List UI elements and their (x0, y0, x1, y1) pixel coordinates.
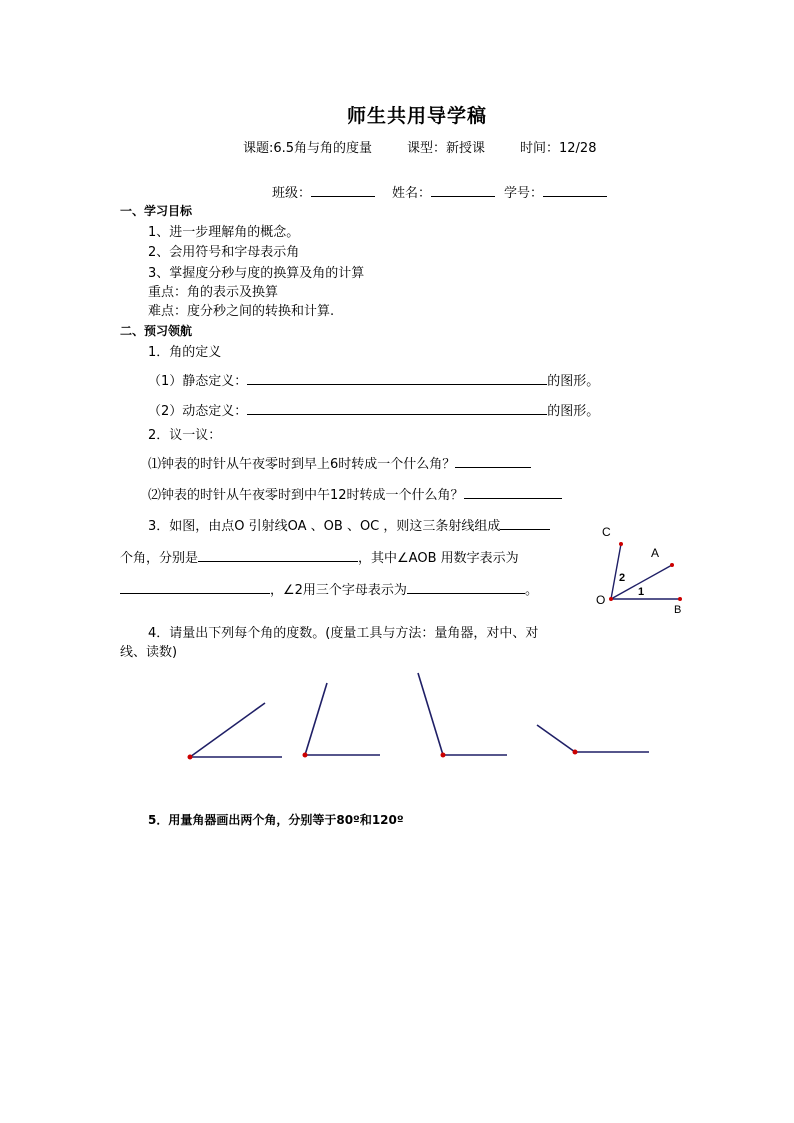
q1-dynamic-prefix: （2）动态定义： (148, 404, 248, 419)
q3-angle2-blank[interactable] (407, 581, 525, 594)
q3-line1 (148, 517, 550, 533)
class-field[interactable] (272, 184, 375, 200)
q2-b-line (148, 486, 562, 502)
q2-b-text: ⑵钟表的时针从午夜零时到中午12时转成一个什么角？ (148, 488, 464, 503)
q1-static-prefix: （1）静态定义： (148, 374, 248, 389)
q1-static-suffix: 的图形。 (547, 374, 600, 389)
label-a: A (651, 546, 660, 560)
name-field[interactable] (392, 184, 495, 200)
class-label: 班级： (272, 186, 312, 201)
number-field[interactable] (504, 184, 607, 200)
q3-line2 (120, 549, 519, 565)
q3-line2-a: 个角，分别是 (120, 551, 199, 566)
q4-line1: 4．请量出下列每个角的度数。(度量工具与方法：量角器，对中、对 (148, 626, 539, 641)
q2-a-blank[interactable] (455, 455, 531, 468)
point-c (619, 542, 623, 546)
q3-line1-text: 3．如图，由点O 引射线OA 、OB 、OC ，则这三条射线组成 (148, 519, 501, 534)
number-blank[interactable] (543, 184, 607, 197)
point-a (670, 563, 674, 567)
label-c: C (602, 525, 611, 539)
section1-heading: 一、学习目标 (120, 204, 193, 218)
point-o (609, 597, 613, 601)
label-2: 2 (619, 572, 626, 584)
name-label: 姓名： (392, 186, 432, 201)
q3-count-blank[interactable] (500, 517, 550, 530)
lesson-time: 时间：12/28 (520, 141, 597, 156)
angle-1 (188, 703, 283, 760)
difficulty: 难点：度分秒之间的转换和计算. (148, 304, 335, 319)
angle-2 (303, 683, 381, 758)
section2-heading: 二、预习领航 (120, 324, 193, 338)
q4-line2: 线、读数) (120, 645, 178, 660)
q3-line2-b: ，其中∠AOB 用数字表示为 (358, 551, 519, 566)
number-label: 学号： (504, 186, 544, 201)
q1-label: 1．角的定义 (148, 345, 222, 360)
q1-dynamic-line (148, 402, 599, 418)
angle-4 (537, 725, 649, 755)
ray-figure (590, 520, 700, 620)
angles-to-measure (0, 660, 794, 770)
q3-line3-b: 。 (524, 583, 538, 598)
course-type: 课型：新授课 (407, 141, 486, 156)
label-1: 1 (638, 586, 645, 598)
q1-static-blank[interactable] (247, 372, 547, 385)
lesson-topic: 课题:6.5角与角的度量 (243, 141, 373, 156)
goal-item-2: 2、会用符号和字母表示角 (148, 245, 300, 260)
label-o: O (596, 593, 606, 607)
page-title: 师生共用导学稿 (347, 105, 488, 127)
key-point: 重点：角的表示及换算 (148, 285, 279, 300)
label-b: B (674, 604, 682, 616)
q5-text: 5．用量角器画出两个角，分别等于80º和120º (148, 813, 404, 827)
class-blank[interactable] (311, 184, 375, 197)
q1-static-line (148, 372, 599, 388)
q3-aob-blank[interactable] (120, 581, 270, 594)
q3-angles-blank[interactable] (198, 549, 358, 562)
q3-line3 (120, 581, 538, 597)
angle-3 (418, 673, 507, 758)
goal-item-1: 1、进一步理解角的概念。 (148, 225, 300, 240)
q2-label: 2．议一议： (148, 428, 222, 443)
name-blank[interactable] (431, 184, 495, 197)
q3-line3-a: ，∠2用三个字母表示为 (270, 583, 407, 598)
q2-a-text: ⑴钟表的时针从午夜零时到早上6时转成一个什么角？ (148, 457, 456, 472)
goal-item-3: 3、掌握度分秒与度的换算及角的计算 (148, 266, 365, 281)
q2-b-blank[interactable] (464, 486, 562, 499)
q1-dynamic-suffix: 的图形。 (547, 404, 600, 419)
q1-dynamic-blank[interactable] (247, 402, 547, 415)
q2-a-line (148, 455, 531, 471)
point-b (678, 597, 682, 601)
